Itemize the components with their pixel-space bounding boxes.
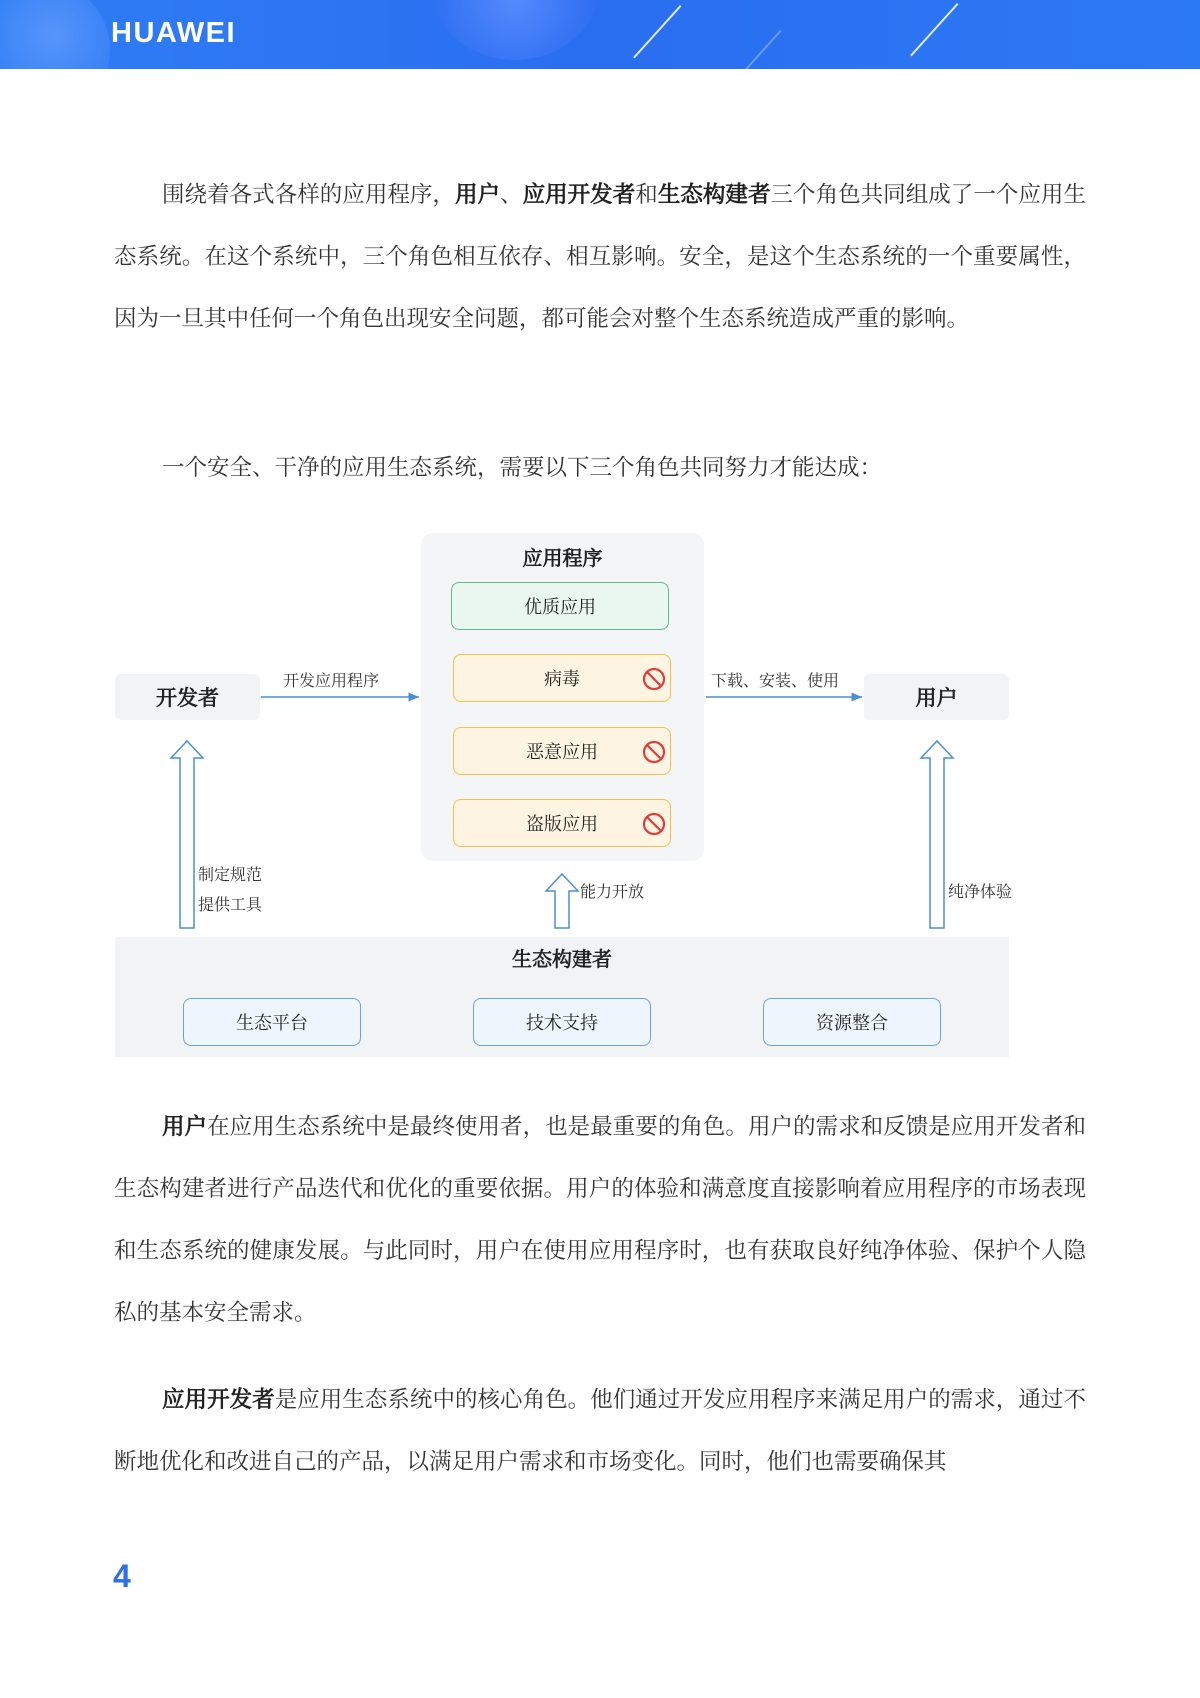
text-span: 围绕着各式各样的应用程序， <box>162 182 455 208</box>
user-box: 用户 <box>864 674 1009 720</box>
bold-term-user: 用户 <box>454 182 501 208</box>
text-span: 、 <box>500 182 523 208</box>
text-span: 一个安全、干净的应用生态系统，需要以下三个角色共同努力才能达成： <box>162 455 883 481</box>
prohibited-icon <box>642 667 666 691</box>
tech-support-box <box>473 998 651 1046</box>
eco-platform-box <box>183 998 361 1046</box>
virus-label: 病毒 <box>544 669 580 690</box>
arrow-label-use: 下载、安装、使用 <box>711 671 840 690</box>
good-app-box <box>451 582 669 630</box>
arrow-label-pure-experience: 纯净体验 <box>948 882 1013 901</box>
resource-integration-box <box>763 998 941 1046</box>
bold-term-developer: 应用开发者 <box>522 182 636 208</box>
paragraph-developer <box>114 1369 1086 1493</box>
arrow-builder-to-app <box>546 874 578 928</box>
text-span: 是应用生态系统中的核心角色。他们通过开发应用程序来满足用户的需求，通过不断地优化和改进自己的产品，以满足用户需求和市场变化。同时，他们也需要确保其 <box>114 1387 1086 1475</box>
bold-term-developer: 应用开发者 <box>162 1387 275 1413</box>
tech-support-label: 技术支持 <box>526 1013 598 1034</box>
developer-box: 开发者 <box>115 674 260 720</box>
prohibited-icon <box>642 812 666 836</box>
eco-builder-title: 生态构建者 <box>512 947 612 971</box>
pirated-app-label: 盗版应用 <box>526 814 598 835</box>
text-span: 在应用生态系统中是最终使用者，也是最重要的角色。用户的需求和反馈是应用开发者和生态构建者进行产品迭代和优化的重要依据。用户的体验和满意度直接影响着应用程序的市场表现和生态系统的健康发展。与此同时，用户在使用应用程序时，也有获取良好纯净体验、保护个人隐私的基本安全需求。 <box>114 1114 1086 1326</box>
virus-box <box>453 654 671 702</box>
app-panel-title: 应用程序 <box>522 546 603 570</box>
arrow-label-specs: 制定规范 <box>198 865 263 884</box>
text-span: 和 <box>635 182 658 208</box>
text-span: 三个角色共同组成了一个应用生态系统。在这个系统中，三个角色相互依存、相互影响。安全，是这个生态系统的一个重要属性，因为一旦其中任何一个角色出现安全问题，都可能会对整个生态系统造成严重的影响。 <box>114 182 1086 332</box>
huawei-logo: HUAWEI <box>111 17 236 49</box>
arrow-label-capability: 能力开放 <box>580 882 645 901</box>
malicious-app-label: 恶意应用 <box>526 742 598 763</box>
prohibited-icon <box>642 740 666 764</box>
arrow-label-develop: 开发应用程序 <box>283 671 380 690</box>
resource-integration-label: 资源整合 <box>816 1013 888 1034</box>
paragraph-user <box>114 1096 1086 1344</box>
eco-platform-label: 生态平台 <box>236 1013 308 1034</box>
bold-term-user: 用户 <box>162 1114 208 1140</box>
malicious-app-box <box>453 727 671 775</box>
bold-term-builder: 生态构建者 <box>657 182 771 208</box>
pirated-app-box <box>453 799 671 847</box>
good-app-label: 优质应用 <box>524 597 596 618</box>
arrow-label-tools: 提供工具 <box>198 895 263 914</box>
page-number: 4 <box>113 1558 131 1594</box>
